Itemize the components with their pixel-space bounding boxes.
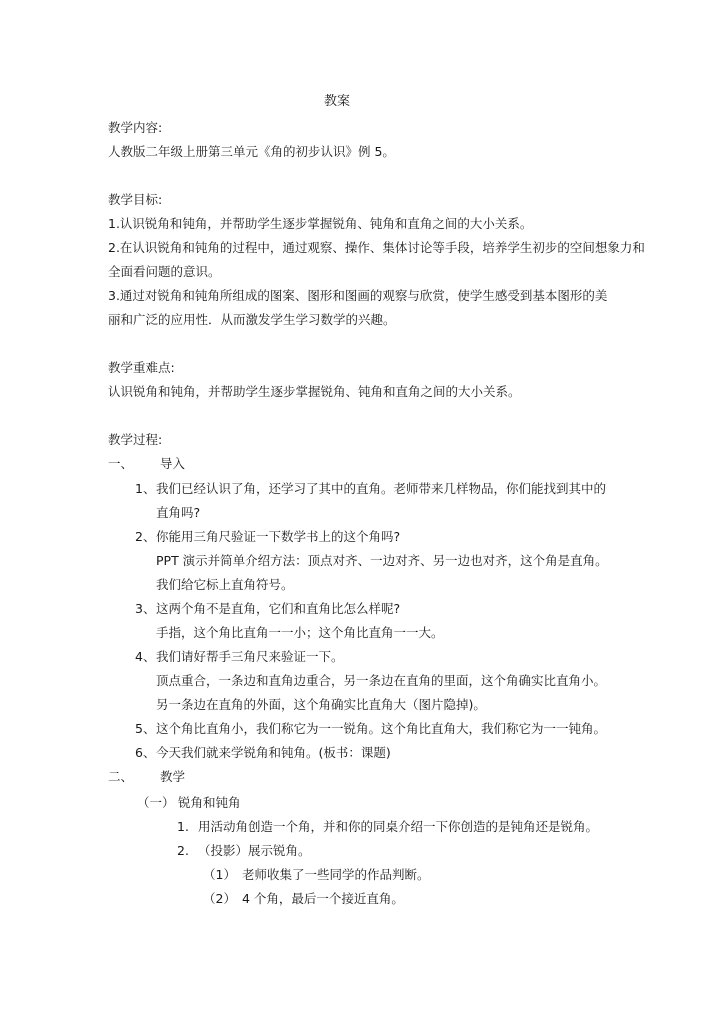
section1-number: 一、 bbox=[108, 456, 134, 471]
process-heading: 教学过程: bbox=[108, 432, 163, 447]
list-item-text: 这个角比直角小，我们称它为一一锐角。这个角比直角大，我们称它为一一钝角。 bbox=[156, 721, 607, 736]
list-item-text: 另一条边在直角的外面，这个角确实比直角大（图片隐掉)。 bbox=[156, 697, 486, 712]
list-item-text: 我们请好帮手三角尺来验证一下。 bbox=[156, 649, 344, 664]
list-item-text: 今天我们就来学锐角和钝角。(板书：课题) bbox=[156, 745, 391, 760]
sublist-item-text: 老师收集了一些同学的作品判断。 bbox=[242, 867, 430, 882]
list-item-text: PPT 演示并简单介绍方法：顶点对齐、一边对齐、另一边也对齐，这个角是直角。 bbox=[156, 553, 608, 568]
goal-line: 全面看问题的意识。 bbox=[108, 264, 221, 279]
key-text: 认识锐角和钝角，并帮助学生逐步掌握锐角、钝角和直角之间的大小关系。 bbox=[108, 384, 521, 399]
subsection-number: （一） bbox=[137, 795, 175, 810]
list-item-number: 2、 bbox=[135, 529, 156, 544]
list-item-number: 2. bbox=[177, 843, 189, 858]
section2-number: 二、 bbox=[108, 769, 134, 784]
list-item-number: 1. bbox=[177, 819, 189, 834]
list-item-number: 4、 bbox=[135, 649, 156, 664]
list-item-number: 6、 bbox=[135, 745, 156, 760]
sublist-item-number: （1） bbox=[203, 867, 236, 882]
list-item-number: 1、 bbox=[135, 481, 156, 496]
list-item-text: 你能用三角尺验证一下数学书上的这个角吗? bbox=[156, 529, 401, 544]
list-item-number: 3、 bbox=[135, 601, 156, 616]
list-item-text: 我们已经认识了角，还学习了其中的直角。老师带来几样物品，你们能找到其中的 bbox=[156, 481, 607, 496]
goal-line: 2.在认识锐角和钝角的过程中，通过观察、操作、集体讨论等手段，培养学生初步的空间想象力和 bbox=[108, 240, 645, 255]
list-item-text: 这两个角不是直角，它们和直角比怎么样呢? bbox=[156, 601, 401, 616]
section2-label: 教学 bbox=[160, 769, 186, 784]
subsection-label: 锐角和钝角 bbox=[178, 795, 241, 810]
key-heading: 教学重难点: bbox=[108, 360, 175, 375]
content-text: 人教版二年级上册第三单元《角的初步认识》例 5。 bbox=[108, 144, 395, 159]
sublist-item-text: 4 个角，最后一个接近直角。 bbox=[242, 891, 404, 906]
document-title: 教案 bbox=[324, 94, 351, 109]
goal-line: 1.认识锐角和钝角，并帮助学生逐步掌握锐角、钝角和直角之间的大小关系。 bbox=[108, 216, 533, 231]
goal-line: 丽和广泛的应用性．从而激发学生学习数学的兴趣。 bbox=[108, 312, 396, 327]
section1-label: 导入 bbox=[160, 456, 186, 471]
sublist-item-number: （2） bbox=[203, 891, 236, 906]
goal-line: 3.通过对锐角和钝角所组成的图案、图形和图画的观察与欣赏，使学生感受到基本图形的美 bbox=[108, 288, 608, 303]
list-item-text: （投影）展示锐角。 bbox=[198, 843, 311, 858]
list-item-text: 我们给它标上直角符号。 bbox=[156, 577, 294, 592]
list-item-text: 直角吗? bbox=[156, 505, 201, 520]
goals-heading: 教学目标: bbox=[108, 192, 163, 207]
list-item-text: 顶点重合，一条边和直角边重合，另一条边在直角的里面，这个角确实比直角小。 bbox=[156, 673, 607, 688]
list-item-text: 用活动角创造一个角，并和你的同桌介绍一下你创造的是钝角还是锐角。 bbox=[198, 819, 599, 834]
list-item-number: 5、 bbox=[135, 721, 156, 736]
content-heading: 教学内容: bbox=[108, 120, 163, 135]
list-item-text: 手指，这个角比直角一一小；这个角比直角一一大。 bbox=[156, 625, 444, 640]
